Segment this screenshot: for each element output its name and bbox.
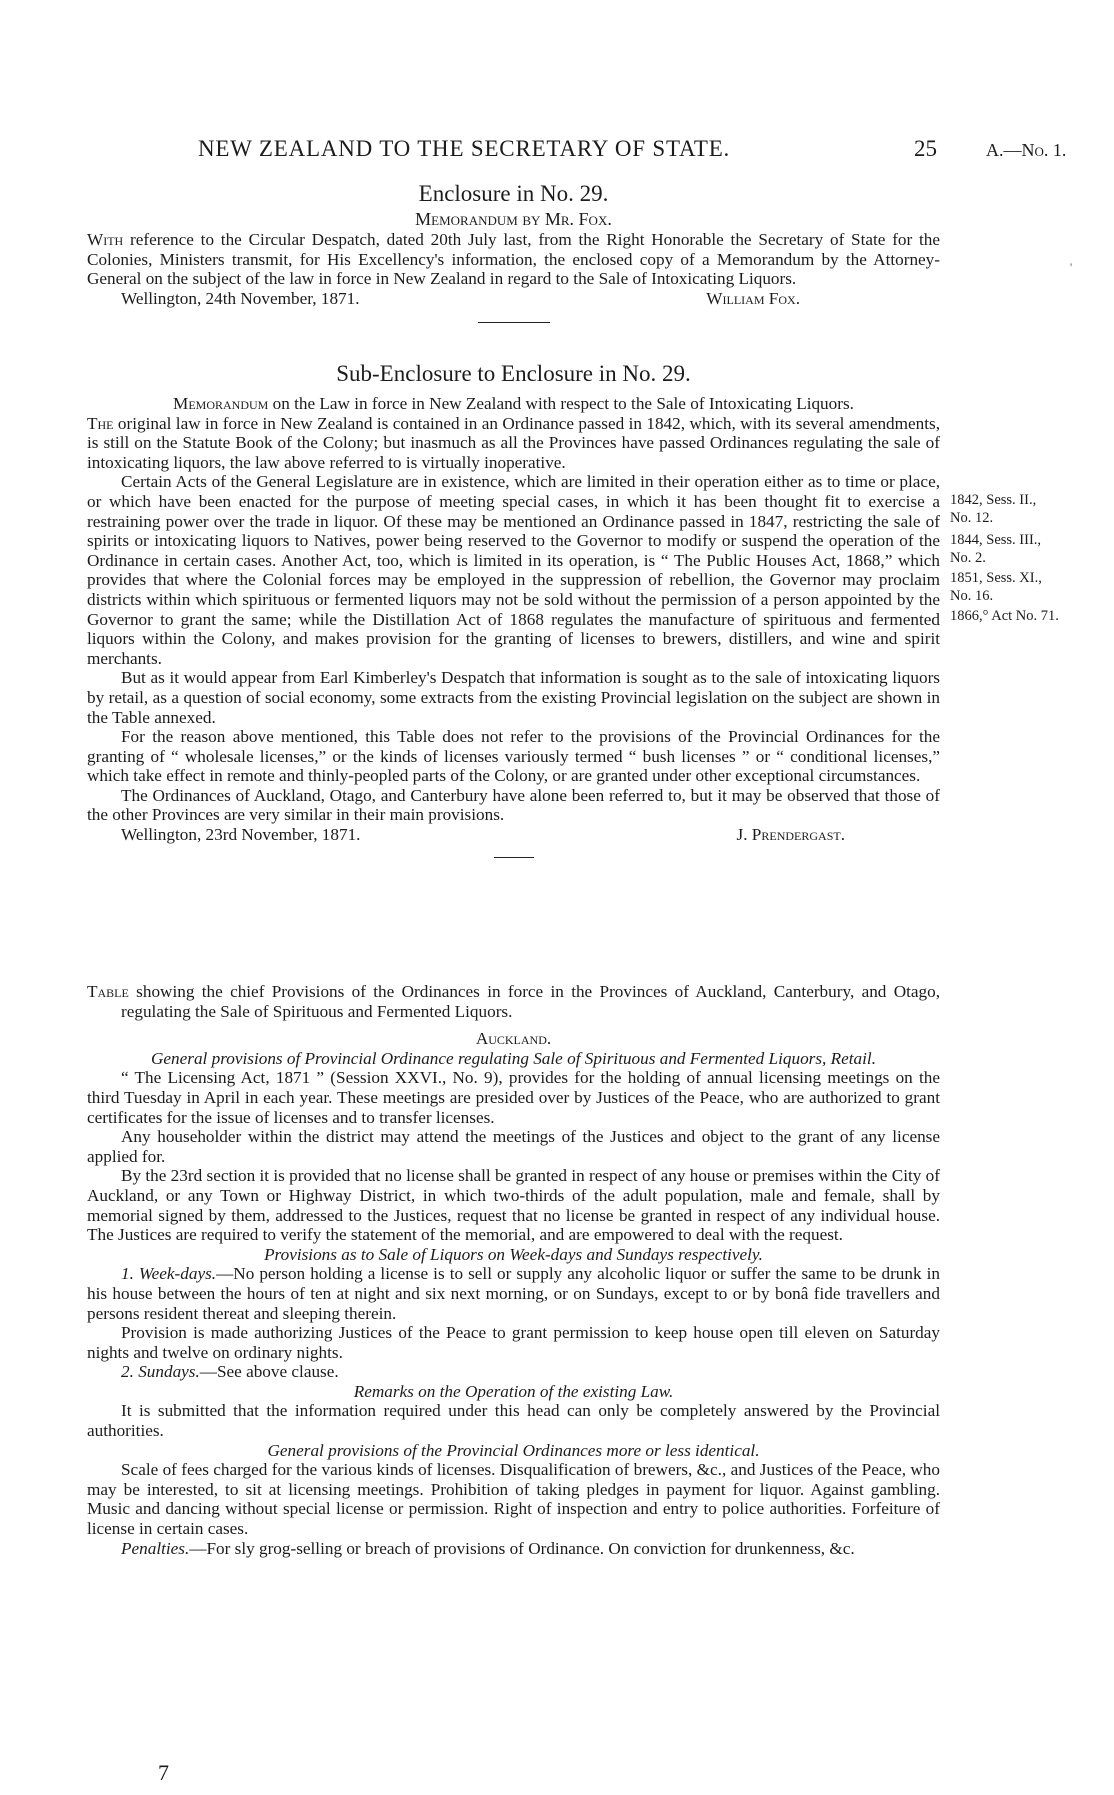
section-rule-2 — [494, 857, 534, 858]
sub-enclosure-heading: Sub-Enclosure to Enclosure in No. 29. — [336, 361, 691, 386]
identical-provisions-paragraph: Scale of fees charged for the various kinds of licenses. Disqualification of brewers, &c., and Justices of the Peace, who may be interested, to sit at licensing meetings. Prohibition of taking pledges in payment for liquor. Against gambling. Music and dancing without special license or permission. Right of inspection and entry to police authorities. Forfeiture of license in certain cases. — [87, 1460, 940, 1539]
section-rule — [478, 322, 550, 323]
auckland-paragraph-3: By the 23rd section it is provided that no license shall be granted in respect of any house or premises within the City of Auckland, or any Town or Highway District, in which two-thirds of the adult population, male and female, shall by memorial signed by them, addressed to the Justices, request that no license be granted in respect of any individual house. The Justices are required to verify the statement of the memorial, and are empowered to deal with the request. — [87, 1166, 940, 1245]
provisions-heading: Provisions as to Sale of Liquors on Week-days and Sundays respectively. — [264, 1244, 763, 1264]
running-head-title: NEW ZEALAND TO THE SECRETARY OF STATE. — [198, 136, 731, 161]
penalties-label: Penalties. — [121, 1538, 190, 1558]
sub-paragraph-5: The Ordinances of Auckland, Otago, and Canterbury have alone been referred to, but it may be observed that those of the other Provinces are very similar in their main provisions. — [87, 785, 940, 825]
sub-enclosure-section — [87, 360, 940, 858]
margin-note: No. 12. — [950, 510, 994, 526]
sundays-label: 2. Sundays. — [121, 1362, 200, 1382]
sub-paragraph-2: Certain Acts of the General Legislature are in existence, which are limited in their operation either as to time or place, or which have been enacted for the purpose of meeting special cases, in which it has been thought fit to exercise a restraining power over the trade in liquor. Of these may be mentioned an Ordinance passed in 1847, restricting the sale of spirits or intoxicating liquors to Natives, power being reserved to the Governor to modify or suspend the operation of the Ordinance in certain cases. Another Act, too, which is limited in its operation, is “ The Public Houses Act, 1868,” which provides that where the Colonial forces may be employed in the suppression of rebellion, the Governor may proclaim districts within which spirituous or fermented liquors may not be sold without the permission of a person appointed by the Governor to grant the same; while the Distillation Act of 1868 regulates the manufacture of spirituous and fermented liquors within the Colony, and makes provision for the granting of licenses to brewers, distillers, and wine and spirit merchants. — [87, 472, 940, 668]
sub-enclosure-place-date: Wellington, 23rd November, 1871. — [121, 825, 361, 845]
sub-enclosure-signature: J. Prendergast. — [736, 825, 845, 845]
margin-note: 1844, Sess. III., — [950, 532, 1042, 548]
page-number: 25 — [914, 136, 937, 161]
memorandum-title-text: on the Law in force in New Zealand with respect to the Sale of Intoxicating Liquors. — [272, 394, 854, 413]
enclosure-paragraph — [87, 230, 940, 289]
sub-paragraph-3: But as it would appear from Earl Kimberley's Despatch that information is sought as to the sale of intoxicating liquors by retail, as a question of social economy, some extracts from the existing Provincial legislation on the subject are shown in the Table annexed. — [87, 668, 940, 727]
sundays-text: —See above clause. — [199, 1362, 339, 1382]
sub-paragraph-1 — [87, 414, 940, 473]
paper-reference: A.—No. 1. — [986, 140, 1067, 160]
week-days-text: —No person holding a license is to sell or supply any alcoholic liquor or suffer the same to be drunk in his house between the hours of ten at night and six next morning, or on Sundays, except to or by bonâ fide travellers and persons resident thereat and sleeping therein. — [87, 1264, 940, 1323]
sub-paragraph-1-lead: The — [87, 413, 114, 433]
stray-mark: ' — [1070, 260, 1073, 274]
enclosure-heading: Enclosure in No. 29. — [418, 181, 609, 206]
enclosure-signature: William Fox. — [706, 288, 800, 308]
table-title-lead: Table — [87, 982, 129, 1001]
margin-note: 1842, Sess. II., — [950, 492, 1037, 508]
penalties-text: —For sly grog-selling or breach of provisions of Ordinance. On conviction for drunkenness, &c. — [189, 1538, 855, 1558]
week-days-label: 1. Week-days. — [121, 1264, 217, 1284]
identical-provisions-heading: General provisions of the Provincial Ordinances more or less identical. — [267, 1440, 760, 1460]
margin-note: 1851, Sess. XI., — [950, 570, 1042, 586]
enclosure-body: reference to the Circular Despatch, dated 20th July last, from the Right Honorable the Secretary of State for the Colonies, Ministers transmit, for His Excellency's information, the enclosed copy of a Memorandum by the Attorney-General on the subject of the law in force in New Zealand in regard to the Sale of Intoxicating Liquors. — [87, 230, 940, 289]
memorandum-lead: Memorandum — [173, 394, 269, 413]
enclosure-lead: With — [87, 230, 124, 249]
general-provisions-heading: General provisions of Provincial Ordinance regulating Sale of Spirituous and Fermented Liquors, Retail. — [151, 1048, 876, 1068]
enclosure-subheading: Memorandum by Mr. Fox. — [415, 209, 612, 229]
sub-enclosure-signoff — [87, 825, 940, 845]
table-title-text: showing the chief Provisions of the Ordinances in force in the Provinces of Auckland, Canterbury, and Otago, regulating the Sale of Spirituous and Fermented Liquors. — [121, 982, 941, 1021]
memorandum-title — [87, 394, 940, 414]
enclosure-section — [87, 180, 940, 323]
margin-note: No. 2. — [950, 550, 986, 566]
enclosure-signoff — [87, 289, 940, 309]
enclosure-place-date: Wellington, 24th November, 1871. — [121, 288, 360, 308]
auckland-paragraph-2: Any householder within the district may attend the meetings of the Justices and object to the grant of any license applied for. — [87, 1127, 940, 1166]
margin-note: 1866,° Act No. 71. — [950, 608, 1059, 624]
auckland-paragraph-1: “ The Licensing Act, 1871 ” (Session XXVI., No. 9), provides for the holding of annual licensing meetings on the third Tuesday in April in each year. These meetings are presided over by Justices of the Peace, who are authorized to grant certificates for the issue of licenses and to transfer licenses. — [87, 1068, 940, 1127]
sub-paragraph-4: For the reason above mentioned, this Table does not refer to the provisions of the Provincial Ordinances for the granting of “ wholesale licenses,” or the kinds of licenses variously termed “ bush licenses ” or “ conditional licenses,” which take effect in remote and thinly-peopled parts of the Colony, or are granted under other exceptional circumstances. — [87, 727, 940, 786]
week-days-provision: Provision is made authorizing Justices of the Peace to grant permission to keep house open till eleven on Saturday nights and twelve on ordinary nights. — [87, 1323, 940, 1362]
table-title — [87, 982, 940, 1021]
province-heading: Auckland. — [475, 1029, 552, 1049]
penalties-paragraph — [87, 1539, 940, 1559]
margin-note: No. 16. — [950, 588, 994, 604]
remarks-heading: Remarks on the Operation of the existing Law. — [353, 1381, 674, 1401]
week-days-clause — [87, 1264, 940, 1323]
sundays-clause — [87, 1362, 940, 1382]
table-section — [87, 982, 940, 1558]
remarks-paragraph: It is submitted that the information required under this head can only be completely answered by the Provincial authorities. — [87, 1401, 940, 1441]
sub-paragraph-1-text: original law in force in New Zealand is contained in an Ordinance passed in 1842, which, with its several amendments, is still on the Statute Book of the Colony; but inasmuch as all the Provinces have passed Ordinances regulating the sale of intoxicating liquors, the law above referred to is virtually inoperative. — [87, 413, 941, 472]
folio-signature: 7 — [158, 1760, 169, 1785]
